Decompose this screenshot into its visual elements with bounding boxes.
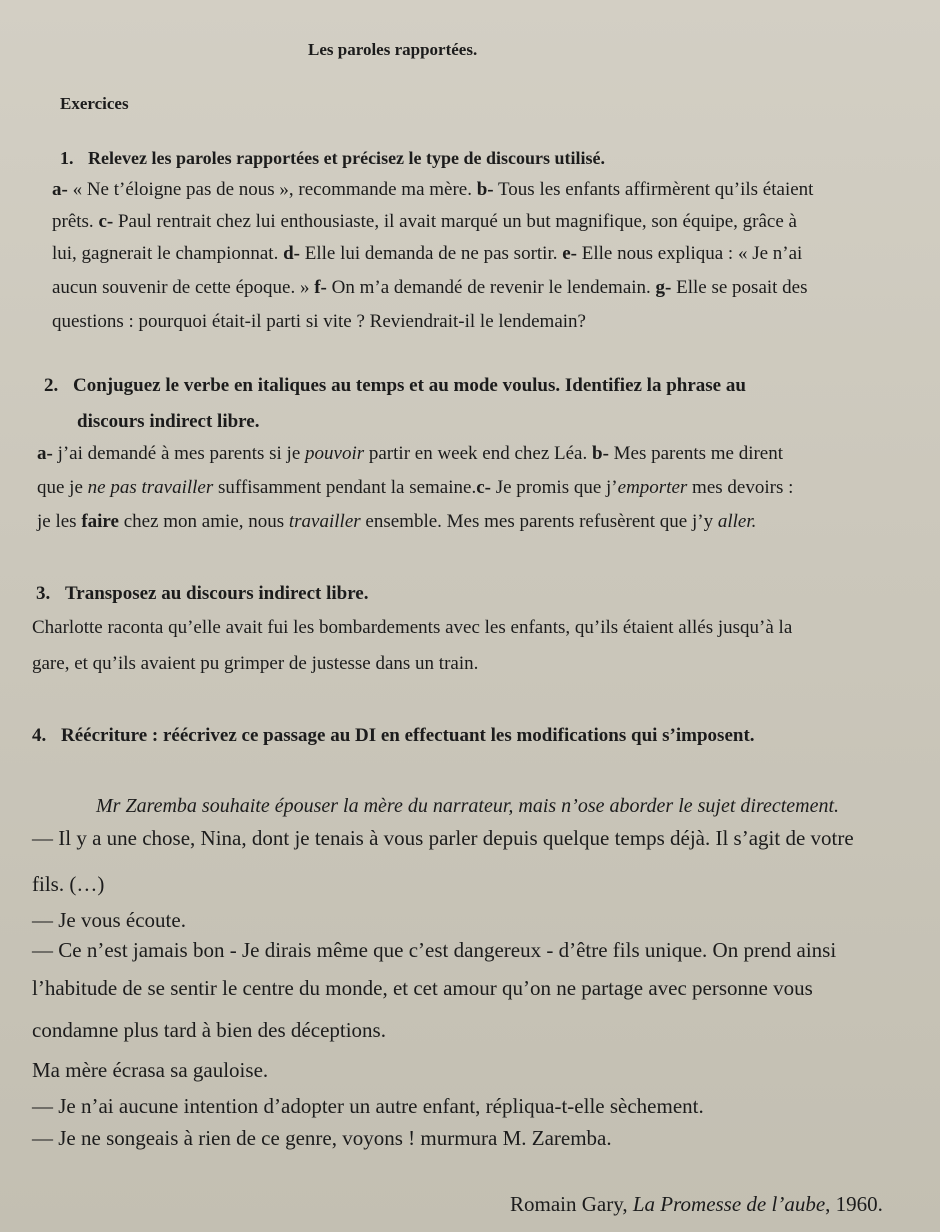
text: ensemble. Mes mes parents refusèrent que j’y <box>360 511 718 532</box>
text: prêts. <box>52 211 99 232</box>
exercise-2-heading <box>44 374 746 398</box>
text: chez mon amie, nous <box>118 511 289 532</box>
exercise-1-number: 1. <box>60 148 74 168</box>
passage-line-6: condamne plus tard à bien des déceptions. <box>32 1018 386 1042</box>
passage-intro: Mr Zaremba souhaite épouser la mère du narrateur, mais n’ose aborder le sujet directement. <box>96 795 840 817</box>
item-label-b: b- <box>476 179 494 200</box>
item-label-a: a- <box>52 179 68 200</box>
source-credit <box>510 1192 883 1216</box>
exercise-1-line-1 <box>52 178 813 202</box>
credit-book-title: La Promesse de l’aube <box>632 1192 826 1216</box>
text: partir en week end chez Léa. <box>364 443 592 464</box>
passage-line-4: — Ce n’est jamais bon - Je dirais même que c’est dangereux - d’être fils unique. On prend ainsi <box>32 938 837 962</box>
exercise-3-heading-text: Transposez au discours indirect libre. <box>65 583 369 604</box>
text: Tous les enfants affirmèrent qu’ils étaient <box>493 179 814 200</box>
text: lui, gagnerait le championnat. <box>52 243 284 264</box>
text: mes devoirs : <box>687 477 794 498</box>
text: je les <box>37 511 82 532</box>
exercise-3-line-1: Charlotte raconta qu’elle avait fui les bombardements avec les enfants, qu’ils étaient allés jusqu’à la <box>32 617 793 638</box>
text: Paul rentrait chez lui enthousiaste, il avait marqué un but magnifique, son équipe, grâce à <box>113 211 797 232</box>
passage-line-3: — Je vous écoute. <box>32 908 186 932</box>
exercise-3-number: 3. <box>36 583 51 604</box>
exercise-4-number: 4. <box>32 725 47 746</box>
passage-line-9: — Je ne songeais à rien de ce genre, voyons ! murmura M. Zaremba. <box>32 1126 612 1150</box>
text: Elle lui demanda de ne pas sortir. <box>300 243 563 264</box>
passage-line-1: — Il y a une chose, Nina, dont je tenais à vous parler depuis quelque temps déjà. Il s’agit de votre <box>32 826 854 850</box>
exercise-2-line-1 <box>37 442 783 466</box>
item-label-b: b- <box>592 443 609 464</box>
verb-italic: emporter <box>617 477 688 498</box>
item-label-c: c- <box>476 477 491 498</box>
exercise-1-line-3 <box>52 242 802 266</box>
credit-author: Romain Gary, <box>510 1192 633 1216</box>
section-heading: Exercices <box>60 94 129 113</box>
exercise-1-line-2 <box>52 210 797 234</box>
exercise-2-line-3 <box>37 510 756 534</box>
exercise-1-heading <box>60 146 605 170</box>
text: On m’a demandé de revenir le lendemain. <box>326 277 656 298</box>
verb-italic: pouvoir <box>305 443 365 464</box>
passage-line-7: Ma mère écrasa sa gauloise. <box>32 1058 269 1082</box>
text: Mes parents me dirent <box>608 443 784 464</box>
item-label-a: a- <box>37 443 53 464</box>
exercise-2-line-2 <box>37 476 793 500</box>
text: Je promis que j’ <box>490 477 618 498</box>
passage-line-2: fils. (…) <box>32 872 105 896</box>
text: j’ai demandé à mes parents si je <box>52 443 306 464</box>
verb-bold: faire <box>81 511 119 532</box>
exercise-2-heading-line-2: discours indirect libre. <box>77 411 260 432</box>
verb-italic: travailler <box>288 511 361 532</box>
page-title: Les paroles rapportées. <box>308 40 478 59</box>
exercise-1-heading-text: Relevez les paroles rapportées et précisez le type de discours utilisé. <box>88 148 606 168</box>
exercise-3-line-2: gare, et qu’ils avaient pu grimper de justesse dans un train. <box>32 653 479 674</box>
passage-line-5: l’habitude de se sentir le centre du monde, et cet amour qu’on ne partage avec personne vous <box>32 976 813 1000</box>
exercise-1-line-4 <box>52 276 808 300</box>
item-label-g: g- <box>655 277 672 298</box>
item-label-c: c- <box>98 211 114 232</box>
verb-italic: aller. <box>717 511 757 532</box>
exercise-3-heading <box>36 582 369 606</box>
text: « Ne t’éloigne pas de nous », recommande ma mère. <box>67 179 477 200</box>
text: Elle nous expliqua : « Je n’ai <box>577 243 803 264</box>
item-label-e: e- <box>562 243 577 264</box>
exercise-2-heading-text: Conjuguez le verbe en italiques au temps et au mode voulus. Identifiez la phrase au <box>73 375 746 396</box>
text: que je <box>37 477 88 498</box>
text: aucun souvenir de cette époque. » <box>52 277 315 298</box>
exercise-2-number: 2. <box>44 375 59 396</box>
text: suffisamment pendant la semaine. <box>213 477 477 498</box>
passage-line-8: — Je n’ai aucune intention d’adopter un autre enfant, répliqua-t-elle sèchement. <box>32 1094 704 1118</box>
credit-year: , 1960. <box>825 1192 883 1216</box>
verb-italic: ne pas travailler <box>87 477 214 498</box>
item-label-d: d- <box>283 243 300 264</box>
text: Elle se posait des <box>671 277 808 298</box>
exercise-4-heading-text: Réécriture : réécrivez ce passage au DI en effectuant les modifications qui s’imposent. <box>61 725 755 746</box>
item-label-f: f- <box>314 277 327 298</box>
exercise-4-heading <box>32 724 755 748</box>
exercise-1-line-5: questions : pourquoi était-il parti si vite ? Reviendrait-il le lendemain? <box>52 311 586 332</box>
